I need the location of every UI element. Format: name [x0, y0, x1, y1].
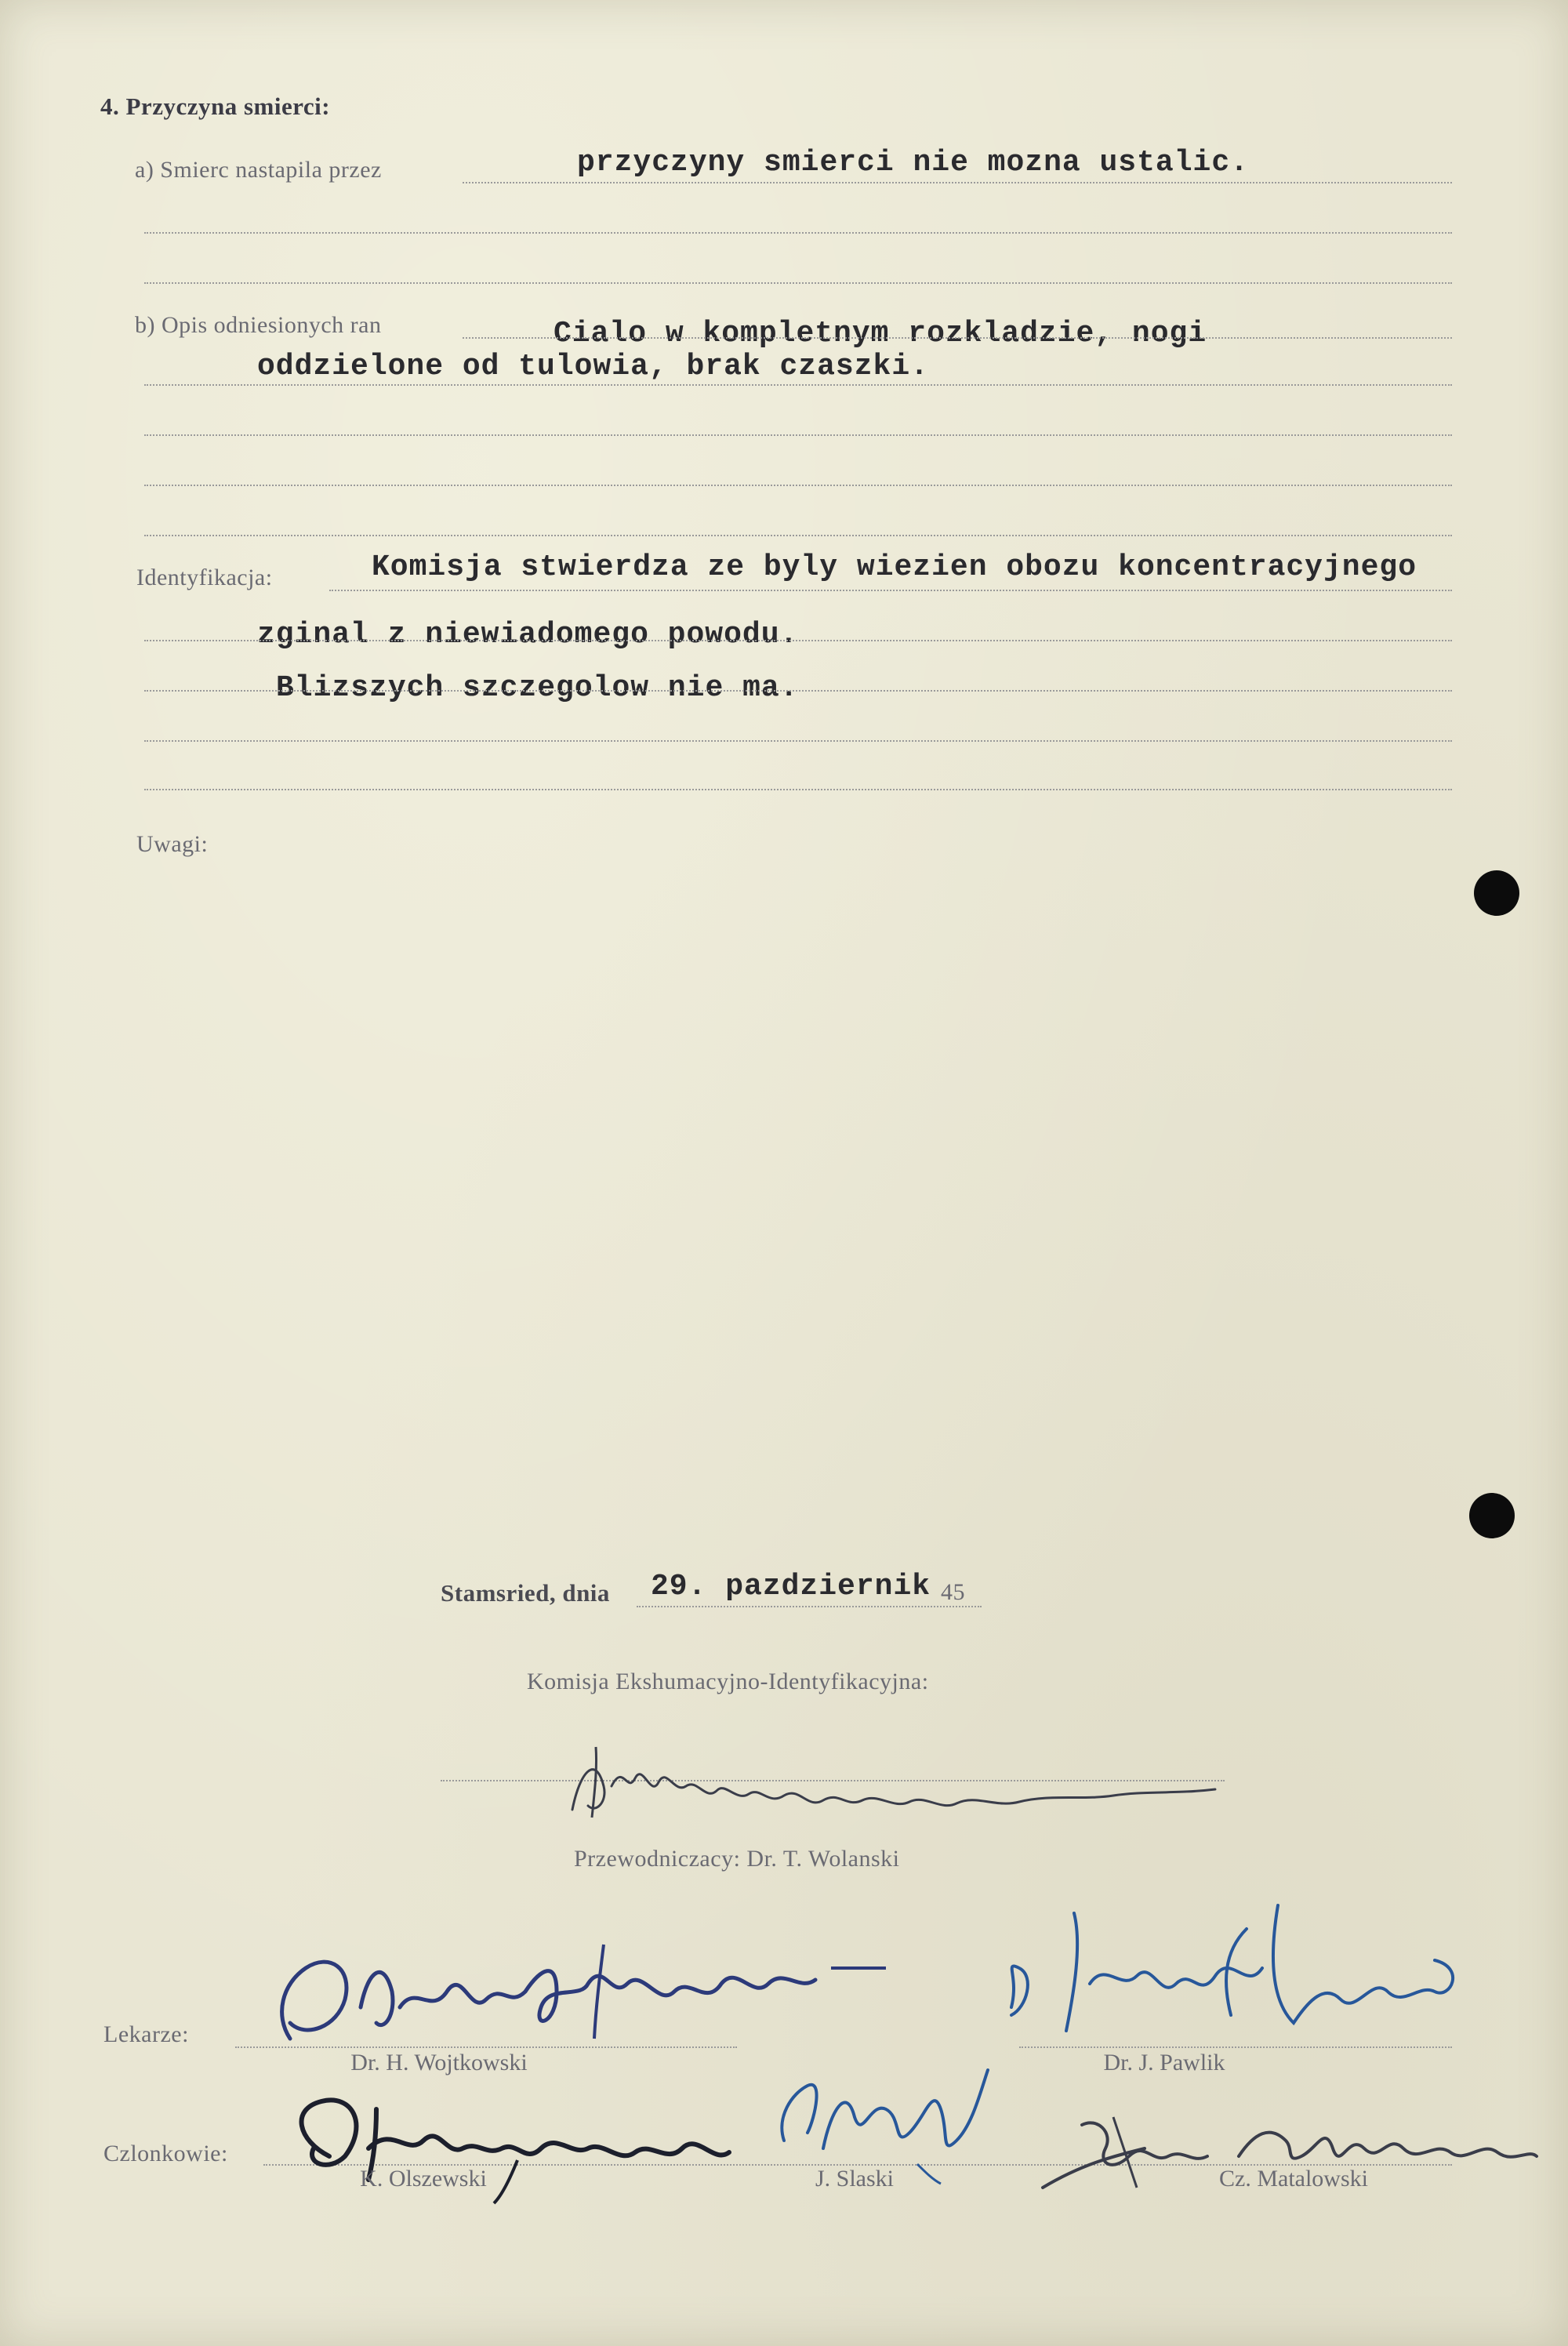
date-value: 29. pazdziernik: [651, 1570, 931, 1603]
identification-dotline-5: [144, 789, 1452, 790]
member1-name: K. Olszewski: [360, 2166, 487, 2192]
identification-line-1: Komisja stwierdza ze byly wiezien obozu koncentracyjnego: [372, 550, 1417, 584]
punch-hole-bottom: [1469, 1493, 1515, 1538]
wounds-line-2: [144, 384, 1452, 386]
doctor1-signature: [267, 1937, 909, 2046]
chairman-signature: [549, 1739, 1239, 1825]
cause-value: przyczyny smierci nie mozna ustalic.: [577, 146, 1249, 180]
doctor1-dotline: [235, 2046, 737, 2048]
doctor1-name: Dr. H. Wojtkowski: [350, 2050, 528, 2075]
cause-line-1: [463, 182, 1452, 183]
remarks-label: Uwagi:: [136, 831, 209, 857]
commission-label: Komisja Ekshumacyjno-Identyfikacyjna:: [527, 1669, 929, 1694]
identification-line-2: zginal z niewiadomego powodu.: [257, 618, 799, 652]
doctor2-signature: [996, 1898, 1497, 2039]
doctor2-dotline: [1019, 2046, 1452, 2048]
place-label: Stamsried, dnia: [441, 1579, 610, 1607]
cause-line-2: [144, 232, 1452, 234]
identification-dotline-3: [144, 690, 1452, 692]
identification-label: Identyfikacja:: [136, 565, 273, 590]
date-dotline: [637, 1606, 982, 1607]
wounds-line-3: [144, 434, 1452, 436]
cause-line-3: [144, 282, 1452, 284]
wounds-value-line-1: Cialo w kompletnym rozkladzie, nogi: [554, 317, 1207, 350]
doctor2-name: Dr. J. Pawlik: [1103, 2050, 1225, 2075]
section-heading: 4. Przyczyna smierci:: [100, 93, 331, 120]
wounds-line-4: [144, 485, 1452, 486]
identification-dotline-2: [144, 640, 1452, 641]
year-suffix: 45: [941, 1579, 965, 1605]
member2-name: J. Slaski: [815, 2166, 895, 2192]
identification-line-3: Blizszych szczegolow nie ma.: [276, 671, 799, 705]
wounds-line-5: [144, 535, 1452, 536]
members-label: Czlonkowie:: [103, 2141, 228, 2166]
identification-dotline-1: [329, 590, 1452, 591]
wounds-line-1: [463, 337, 1452, 339]
identification-dotline-4: [144, 740, 1452, 742]
member3-name: Cz. Matalowski: [1219, 2166, 1368, 2192]
wounds-value-line-2: oddzielone od tulowia, brak czaszki.: [257, 350, 929, 383]
wounds-label: b) Opis odniesionych ran: [135, 312, 382, 338]
doctors-label: Lekarze:: [103, 2021, 189, 2047]
cause-label: a) Smierc nastapila przez: [135, 157, 382, 183]
chairman-label: Przewodniczacy: Dr. T. Wolanski: [574, 1846, 900, 1872]
punch-hole-top: [1474, 870, 1519, 916]
